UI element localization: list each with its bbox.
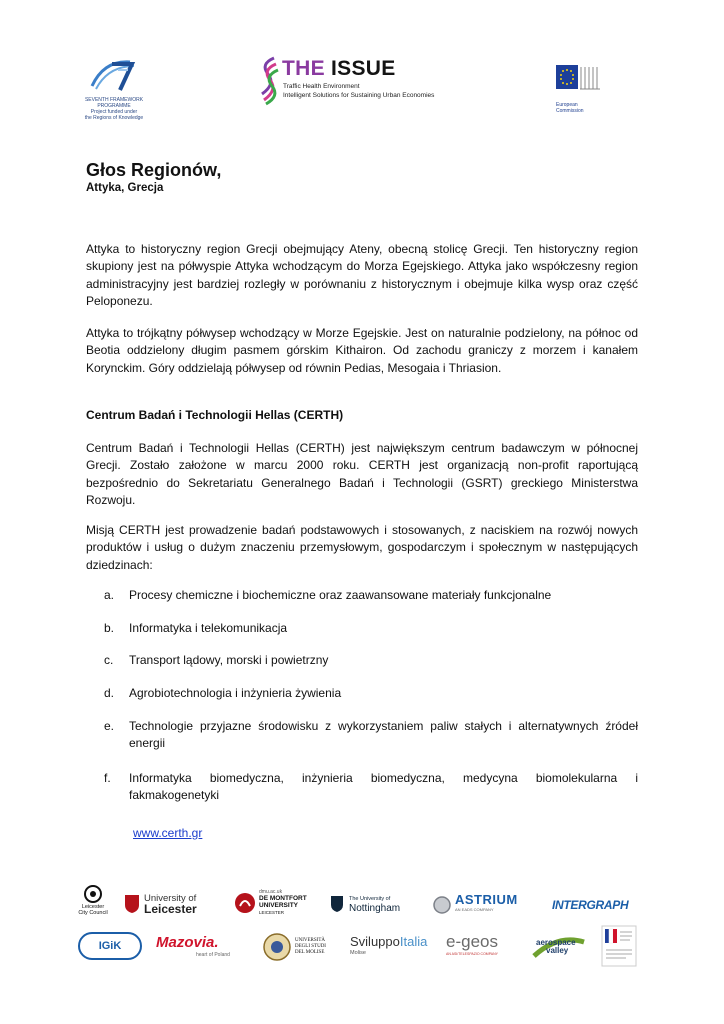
list-item (104, 652, 638, 669)
list-text: Transport lądowy, morski i powietrzny (129, 653, 329, 667)
nottingham-logo (330, 892, 420, 916)
list-item (104, 718, 638, 753)
intergraph-logo (552, 896, 644, 914)
mazovia-logo (156, 934, 242, 964)
molise-1: UNIVERSITÀ (295, 938, 325, 943)
dmu-2: UNIVERSITY (259, 902, 299, 909)
list-text: Informatyka i telekomunikacja (129, 621, 288, 635)
egeos-name: e-geos (446, 932, 498, 951)
intergraph-name: INTERGRAPH (552, 898, 629, 912)
leicester-city-2: City Council (78, 910, 108, 916)
de-montfort-logo (234, 888, 314, 918)
nottingham-top: The University of (349, 896, 391, 902)
ec-caption-1: European (556, 102, 578, 108)
list-item (104, 685, 638, 702)
molise-university-logo (262, 930, 336, 964)
fp7-caption-4: the Regions of Knowledge (84, 115, 144, 121)
issue-the: THE (282, 57, 325, 80)
list-marker: c. (104, 653, 114, 667)
ec-caption-2: Commission (556, 108, 584, 114)
aero-2: valley (546, 946, 569, 955)
shield-icon (124, 894, 140, 914)
sviluppo-sub: Molise (350, 950, 366, 956)
page-title: Głos Regionów, (86, 160, 222, 180)
list-text: Technologie przyjazne środowisku z wykorzystaniem paliw stałych i alternatywnych źródeł energii (129, 719, 638, 751)
issue-sub1: Traffic Health Environment (283, 83, 360, 90)
rose-icon (82, 884, 104, 904)
astrium-globe-icon (432, 895, 452, 915)
section-paragraph-1: Centrum Badań i Technologii Hellas (CERTH) jest największym centrum badawczym w północnej Grecji. Zostało założone w marcu 2000 roku. CERTH jest organizacją non-profit raportującą bezpośrednio do Sekretariatu Generalnego Badań i Technologii (GSRT) greckiego Ministerstwa Rozwoju. (86, 441, 638, 507)
issue-sub2: Intelligent Solutions for Sustaining Urban Economies (283, 92, 435, 99)
european-commission-logo (556, 61, 602, 117)
list-text: Agrobiotechnologia i inżynieria żywienia (129, 686, 342, 700)
certh-link[interactable]: www.certh.gr (133, 826, 203, 840)
uol-of: University of (144, 893, 197, 904)
molise-seal-icon (262, 932, 292, 962)
fp7-logo (82, 56, 146, 120)
aerospace-valley-logo (532, 930, 586, 964)
leicester-city-1: Leicester (81, 904, 105, 910)
nottingham-crest-icon (330, 895, 344, 913)
university-of-leicester-logo (124, 892, 216, 916)
list-marker: e. (104, 719, 115, 733)
molise-3: DEL MOLISE (295, 950, 325, 955)
astrium-sub: AN EADS COMPANY (455, 907, 494, 912)
sviluppo-b: Italia (399, 934, 428, 949)
section-paragraph-2: Misją CERTH jest prowadzenie badań podstawowych i stosowanych, z naciskiem na rozwój nowych produktów i usług o dużym znaczeniu przemysłowym, gospodarczym i społecznym w następujących dziedzinach: (86, 523, 638, 572)
list-marker: a. (104, 588, 115, 602)
section-heading: Centrum Badań i Technologii Hellas (CERTH) (86, 408, 344, 422)
molise-2: DEGLI STUDI (295, 944, 326, 949)
list-marker: d. (104, 686, 115, 700)
astrium-name: ASTRIUM (455, 892, 518, 907)
aero-1: aerospace (536, 938, 576, 947)
issue-swirl-icon (256, 54, 280, 106)
fp7-emblem-icon (82, 56, 146, 96)
dmu-3: LEICESTER (259, 909, 285, 915)
sviluppo-a: Sviluppo (350, 934, 400, 949)
list-item (104, 770, 638, 805)
list-item (104, 587, 638, 604)
astrium-logo (432, 893, 532, 917)
dmu-1: DE MONTFORT (259, 895, 307, 903)
republique-francaise-logo (600, 924, 638, 968)
paragraph-2: Attyka to trójkątny półwysep wchodzący w Morze Egejskie. Jest on naturalnie podzielony, na północ od Beotia oddzielony długim pasmem górskim Kithairon. Od zachodu graniczy z morzem i kanałem Korynckim. Góry oddzielają półwysep od równin Pedias, Mesogaia i Thriasion. (86, 326, 638, 375)
list-text: Informatyka biomedyczna, inżynieria biomedyczna, medycyna biomolekularna i fakmakogenetyki (129, 771, 638, 803)
list-marker: f. (104, 771, 111, 785)
nottingham-name: Nottingham (349, 903, 401, 914)
dmu-top: dmu.ac.uk (259, 889, 283, 896)
egeos-sub: AN ASI/TELESPAZIO COMPANY (446, 952, 498, 956)
igik-name: IGiK (98, 940, 122, 952)
paragraph-1: Attyka to historyczny region Grecji obejmujący Ateny, obecną stolicę Grecji. Ten historyczny region skupiony jest na półwyspie Attyka wchodzącym do Morza Egejskiego. Attyka jako współczesny region administracyjny jest bardziej rozległy w porównaniu z historycznym i obejmuje kilka wysp oraz część Peloponezu. (86, 242, 638, 308)
fp7-caption-3: Project funded under (90, 109, 138, 115)
list-item (104, 620, 638, 637)
the-issue-logo (256, 54, 456, 114)
issue-name: ISSUE (331, 57, 396, 80)
dmu-emblem-icon (234, 892, 256, 914)
mazovia-name: Mazovia. (156, 934, 219, 951)
mazovia-sub: heart of Poland (196, 952, 230, 958)
igik-logo (78, 932, 142, 960)
uol-name: Leicester (144, 902, 197, 916)
fp7-caption-2: PROGRAMME (97, 103, 131, 109)
issue-title (282, 57, 396, 81)
sviluppo-italia-logo (350, 934, 434, 962)
fp7-caption-1: SEVENTH FRAMEWORK (84, 97, 144, 103)
french-flag-icon (600, 924, 638, 968)
leicester-city-logo (76, 884, 110, 920)
page-subtitle: Attyka, Grecja (86, 182, 164, 194)
list-marker: b. (104, 621, 115, 635)
egeos-logo (446, 932, 516, 964)
list-text: Procesy chemiczne i biochemiczne oraz zaawansowane materiały funkcjonalne (129, 588, 552, 602)
eu-flag-icon (556, 61, 602, 95)
